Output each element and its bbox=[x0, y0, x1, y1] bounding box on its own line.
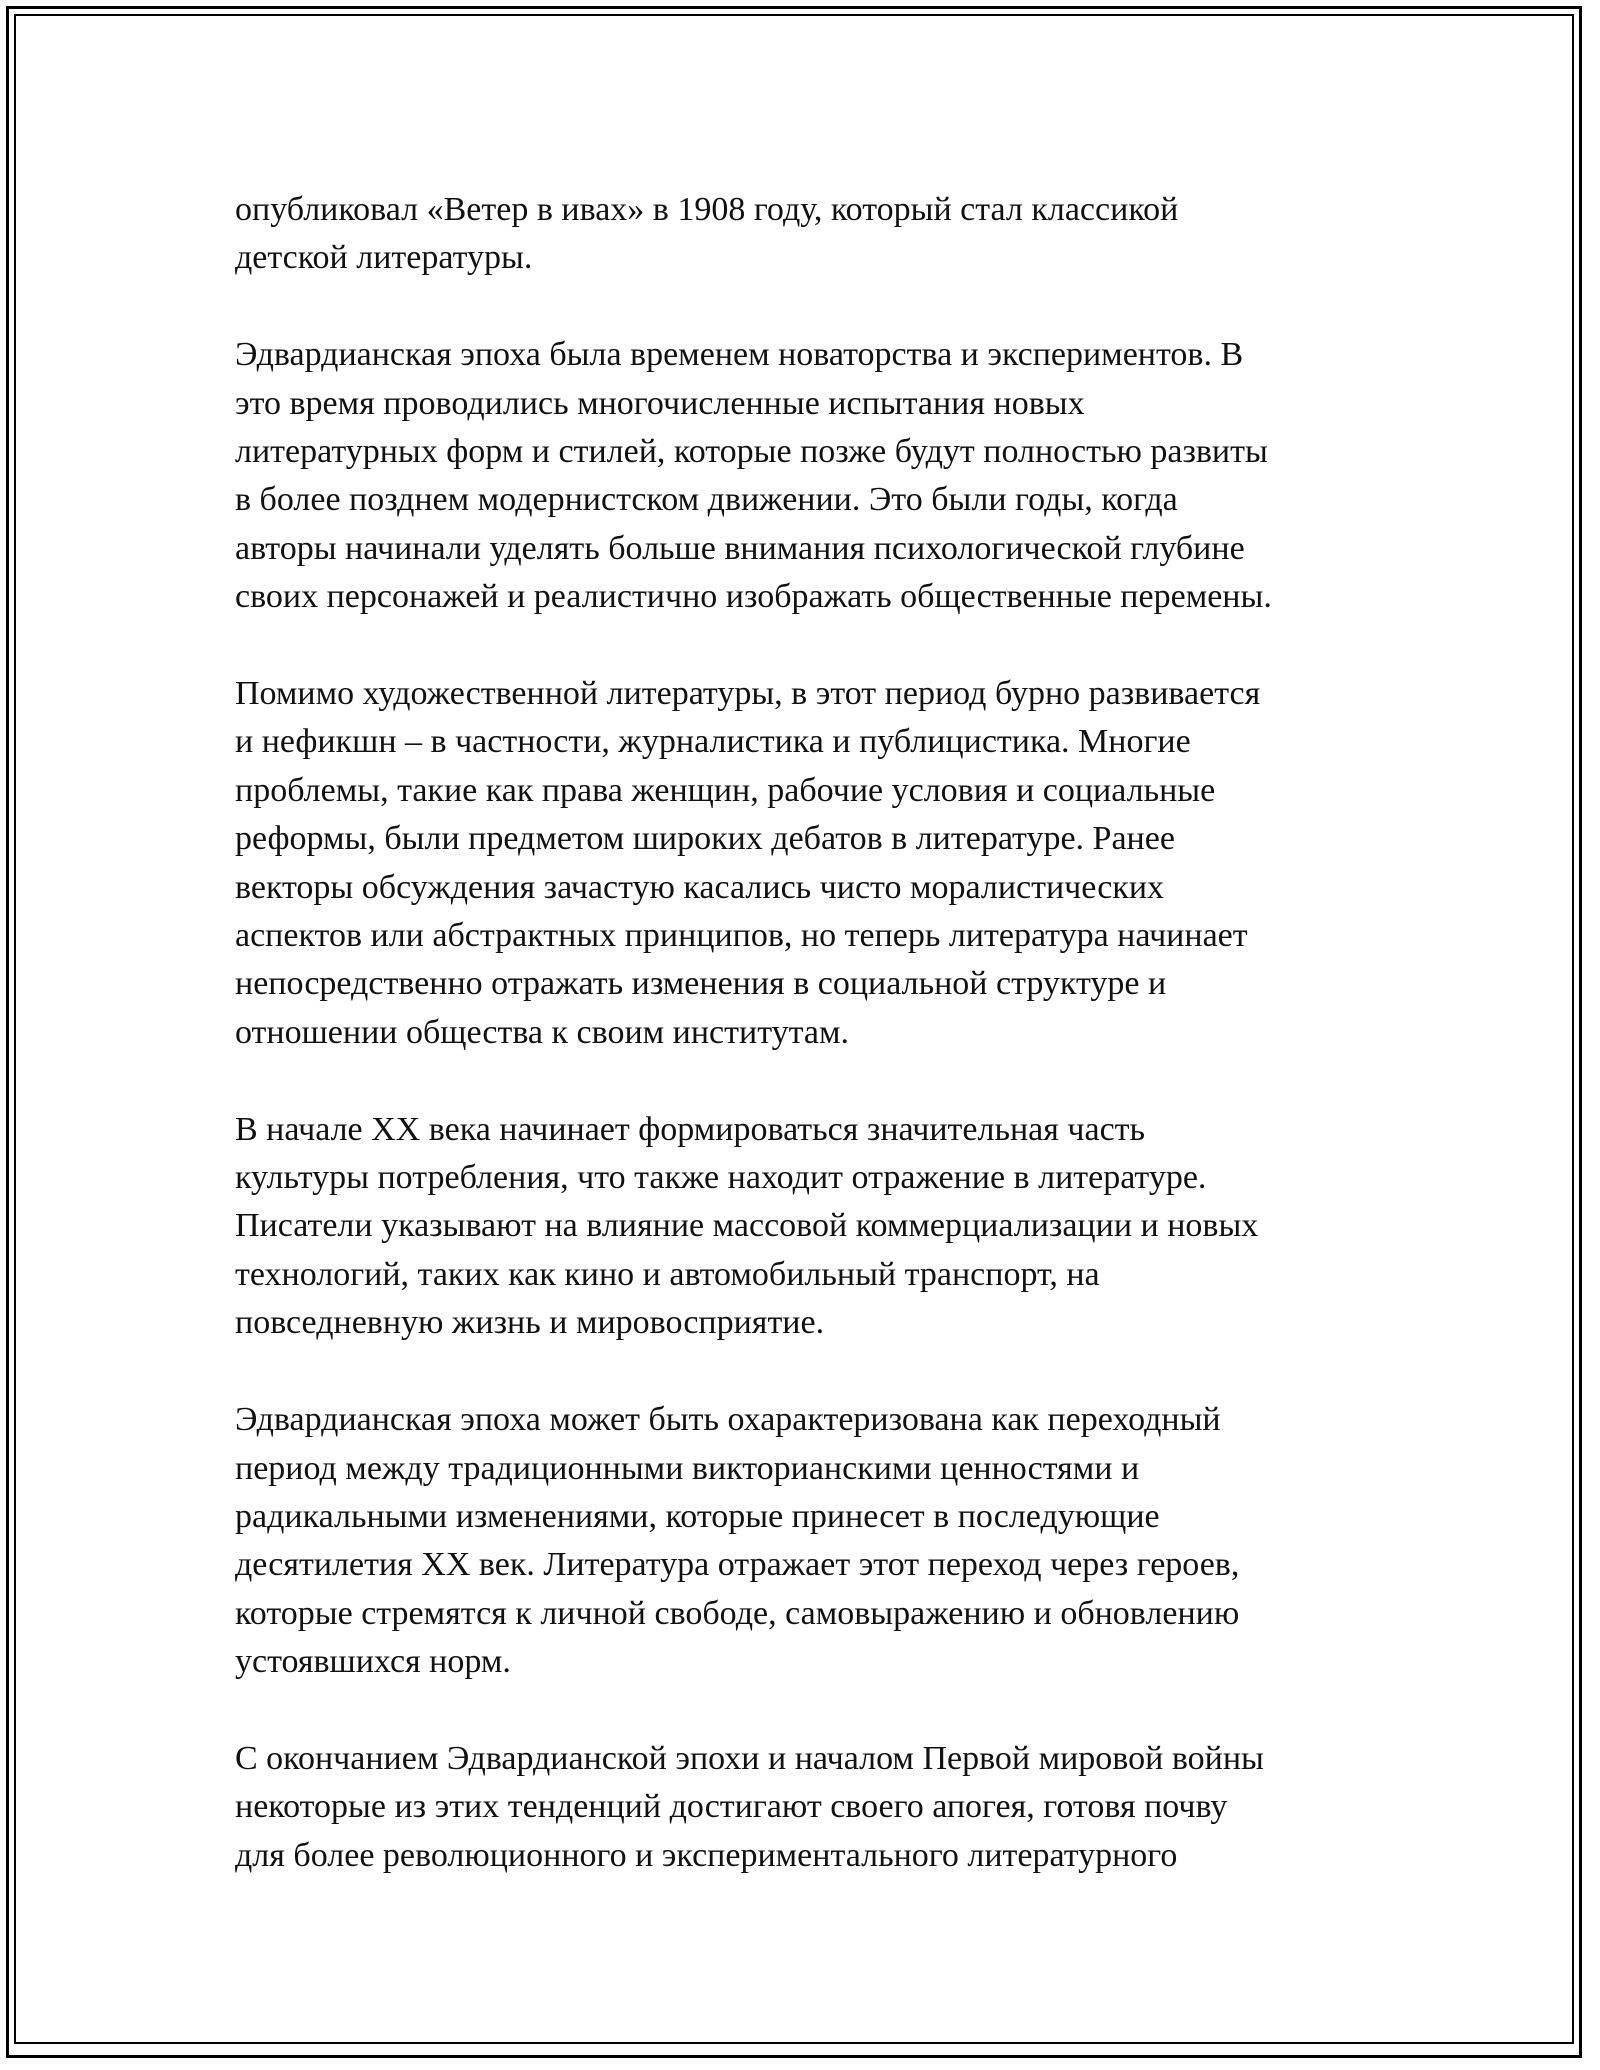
text-line: Эдвардианская эпоха была временем новаторства и экспериментов. В bbox=[235, 336, 1244, 374]
paragraph-2 bbox=[235, 331, 1365, 621]
paragraph-3 bbox=[235, 670, 1365, 1057]
text-line: в более позднем модернистском движении. Это были годы, когда bbox=[235, 481, 1178, 519]
text-line: период между традиционными викторианскими ценностями и bbox=[235, 1449, 1140, 1487]
text-line: для более революционного и экспериментального литературного bbox=[235, 1836, 1178, 1874]
text-line: отношении общества к своим институтам. bbox=[235, 1013, 849, 1051]
text-line: десятилетия XX век. Литература отражает этот переход через героев, bbox=[235, 1546, 1240, 1584]
text-line: непосредственно отражать изменения в социальной структуре и bbox=[235, 965, 1167, 1003]
text-line: устоявшихся норм. bbox=[235, 1643, 511, 1681]
text-line: радикальными изменениями, которые принесет в последующие bbox=[235, 1497, 1160, 1535]
paragraph-5 bbox=[235, 1396, 1365, 1686]
text-line: реформы, были предметом широких дебатов в литературе. Ранее bbox=[235, 820, 1175, 858]
text-line: технологий, таких как кино и автомобильный транспорт, на bbox=[235, 1255, 1100, 1293]
text-line: Писатели указывают на влияние массовой коммерциализации и новых bbox=[235, 1207, 1259, 1245]
text-line: проблемы, такие как права женщин, рабочие условия и социальные bbox=[235, 771, 1216, 809]
paragraph-4 bbox=[235, 1106, 1365, 1348]
document-body bbox=[235, 186, 1365, 1880]
text-line: Эдвардианская эпоха может быть охарактеризована как переходный bbox=[235, 1401, 1221, 1439]
text-line: своих персонажей и реалистично изображать общественные перемены. bbox=[235, 578, 1272, 616]
text-line: Помимо художественной литературы, в этот период бурно развивается bbox=[235, 675, 1261, 713]
text-line: культуры потребления, что также находит отражение в литературе. bbox=[235, 1159, 1207, 1197]
text-line: аспектов или абстрактных принципов, но теперь литература начинает bbox=[235, 917, 1248, 955]
text-line: авторы начинали уделять больше внимания психологической глубине bbox=[235, 529, 1245, 567]
text-line: С окончанием Эдвардианской эпохи и началом Первой мировой войны bbox=[235, 1739, 1264, 1777]
text-line: некоторые из этих тенденций достигают своего апогея, готовя почву bbox=[235, 1788, 1228, 1826]
text-line: повседневную жизнь и мировосприятие. bbox=[235, 1304, 825, 1342]
paragraph-1 bbox=[235, 186, 1365, 283]
text-line: детской литературы. bbox=[235, 239, 533, 277]
text-line: В начале XX века начинает формироваться значительная часть bbox=[235, 1110, 1146, 1148]
paragraph-6 bbox=[235, 1735, 1365, 1880]
text-line: и нефикшн – в частности, журналистика и публицистика. Многие bbox=[235, 723, 1191, 761]
text-line: литературных форм и стилей, которые позже будут полностью развиты bbox=[235, 433, 1268, 471]
text-line: опубликовал «Ветер в ивах» в 1908 году, который стал классикой bbox=[235, 191, 1179, 228]
text-line: это время проводились многочисленные испытания новых bbox=[235, 384, 1085, 422]
text-line: которые стремятся к личной свободе, самовыражению и обновлению bbox=[235, 1594, 1240, 1632]
text-line: векторы обсуждения зачастую касались чисто моралистических bbox=[235, 868, 1165, 906]
